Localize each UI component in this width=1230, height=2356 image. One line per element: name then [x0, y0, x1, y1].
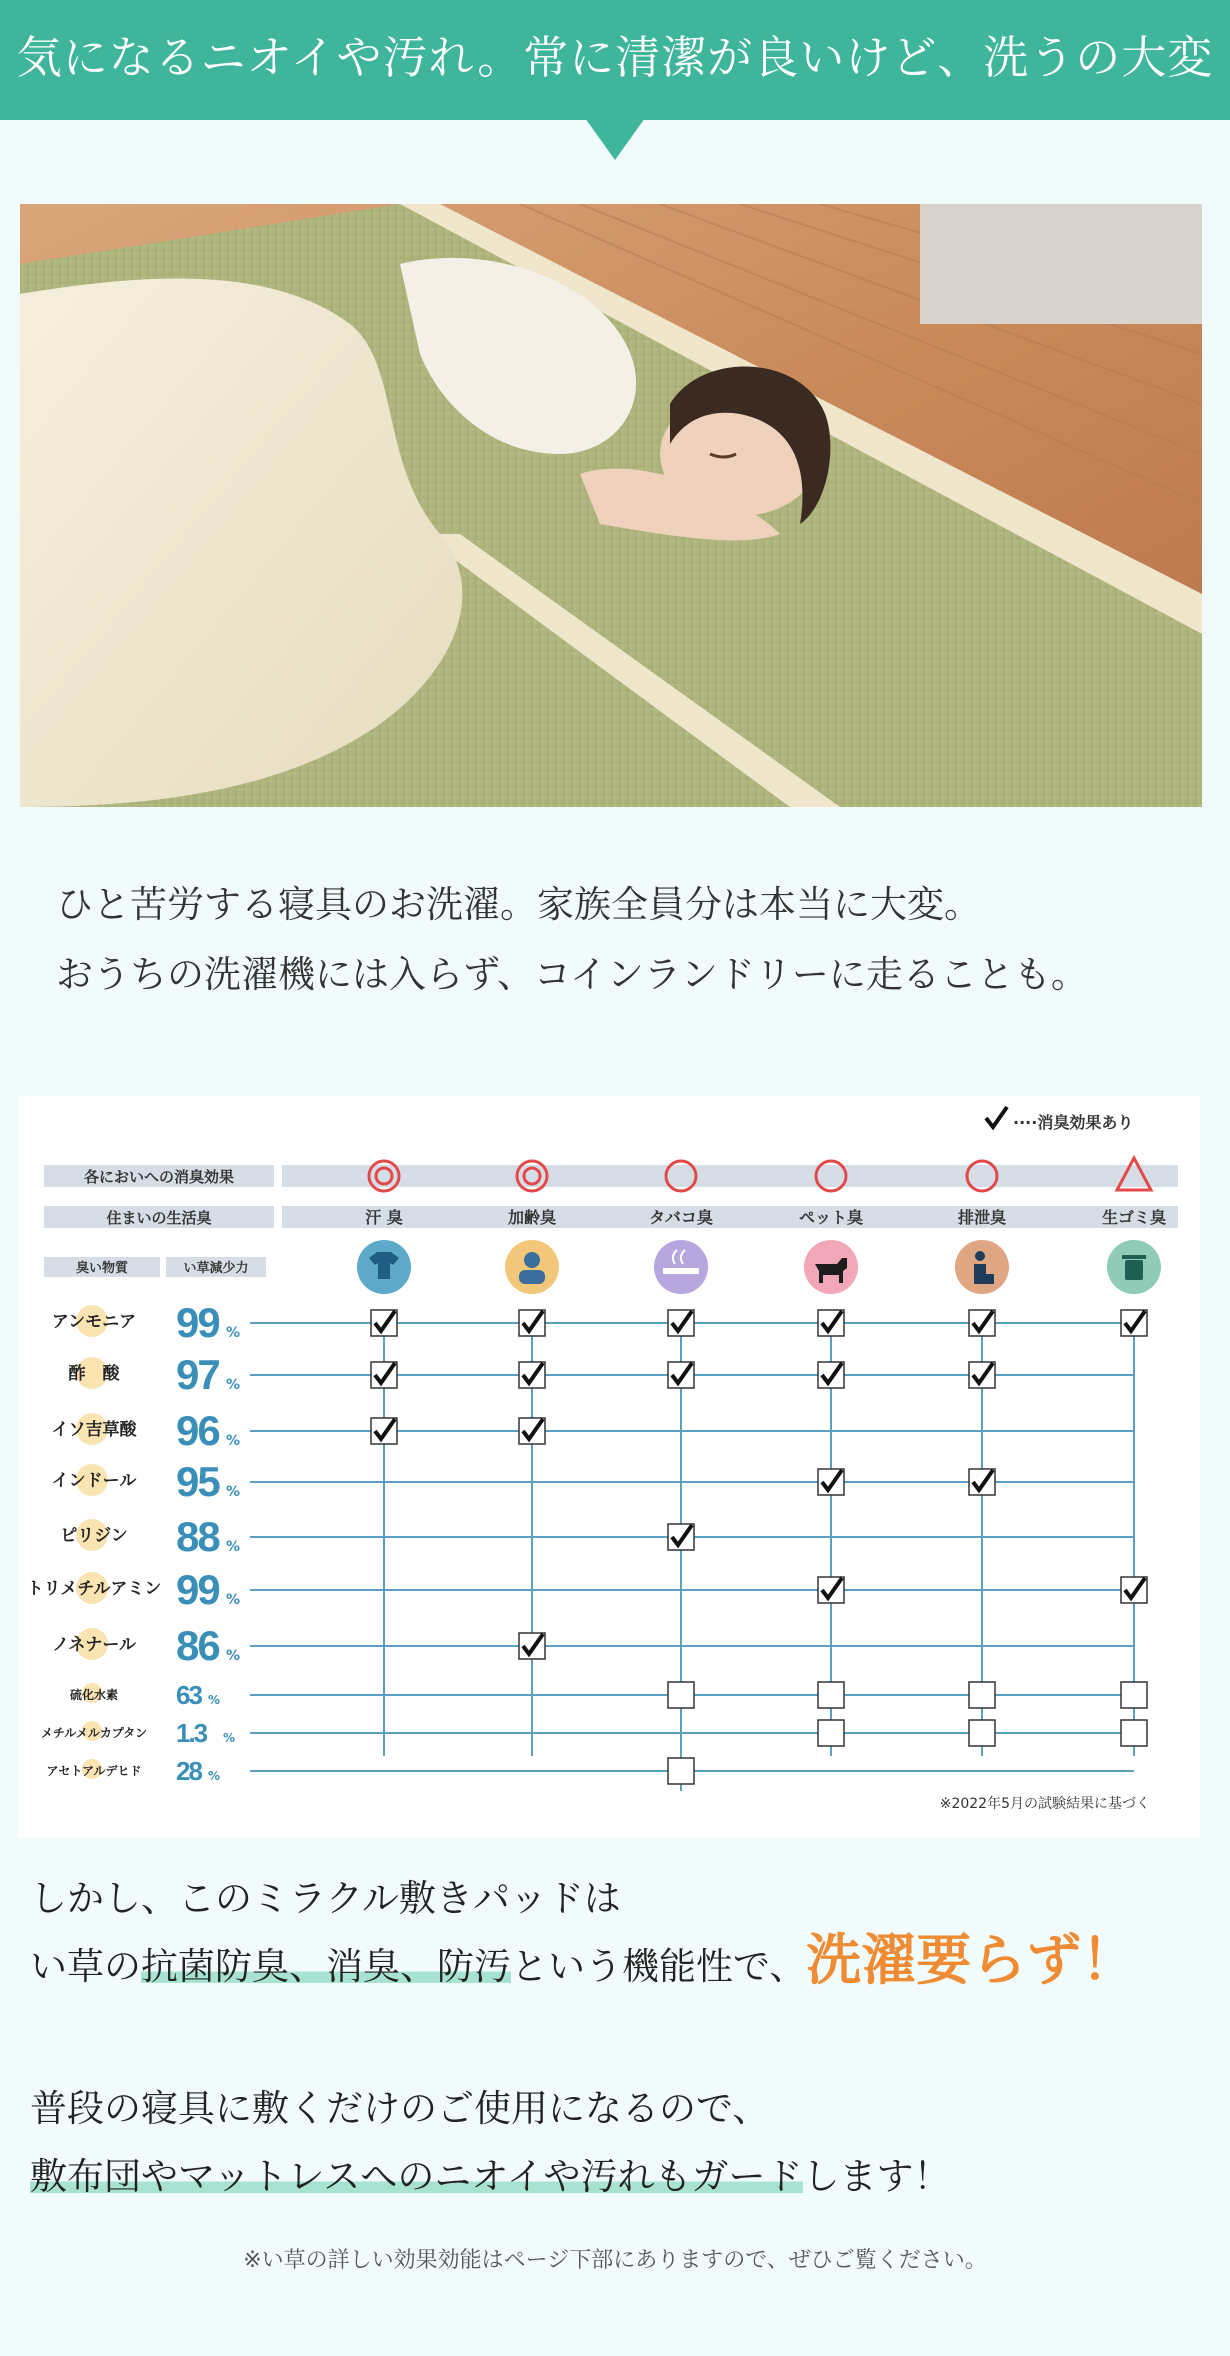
substance-name: トリメチルアミン — [26, 1579, 162, 1599]
reduction-value: 63 — [176, 1680, 201, 1710]
check-box — [818, 1682, 844, 1708]
header-title: 気になるニオイや汚れ。常に清潔が良いけど、洗うの大変 — [16, 31, 1214, 84]
reduction-unit: % — [226, 1325, 241, 1341]
category-name: タバコ臭 — [649, 1208, 713, 1227]
check-box — [969, 1720, 995, 1746]
reduction-value: 99 — [176, 1299, 219, 1346]
reduction-value: 97 — [176, 1351, 219, 1398]
body-line-3: 普段の寝具に敷くだけのご使用になるので、 — [30, 2087, 770, 2130]
check-box — [668, 1682, 694, 1708]
check-box — [668, 1758, 694, 1784]
category-name: ペット臭 — [798, 1208, 864, 1227]
header-banner — [0, 0, 1230, 120]
substance-name: 酢 酸 — [68, 1364, 120, 1384]
intro-line-1: ひと苦労する寝具のお洗濯。家族全員分は本当に大変。 — [56, 883, 981, 926]
category-name: 加齢臭 — [507, 1208, 557, 1227]
body-line-4-post: します！ — [802, 2155, 951, 2198]
reduction-value: 99 — [176, 1566, 219, 1613]
check-box — [818, 1720, 844, 1746]
intro-text — [56, 870, 1206, 1010]
category-name: 汗 臭 — [365, 1208, 403, 1227]
no-wash-emphasis: 洗濯要らず！ — [806, 1928, 1137, 1992]
reduction-value: 86 — [176, 1622, 219, 1669]
chart-footnote: ※2022年5月の試験結果に基づく — [939, 1796, 1150, 1812]
row-label-bottom: 住まいの生活臭 — [106, 1209, 212, 1227]
intro-line-2: おうちの洗濯機には入らず、コインランドリーに走ることも。 — [56, 953, 1088, 996]
substance-name: インドール — [51, 1471, 137, 1491]
body-line-1: しかし、このミラクル敷きパッドは — [30, 1877, 621, 1920]
reduction-value: 96 — [176, 1407, 219, 1454]
substance-name: イソ吉草酸 — [51, 1420, 137, 1440]
substance-name: ピリジン — [60, 1526, 128, 1546]
elder-head-glyph — [524, 1252, 540, 1268]
reduction-unit: % — [208, 1693, 221, 1707]
cigarette-icon — [654, 1240, 708, 1294]
check-box — [1121, 1720, 1147, 1746]
category-name: 生ゴミ臭 — [1101, 1208, 1167, 1227]
legend-text: ····消臭効果あり — [1013, 1113, 1134, 1132]
legend-check-icon — [986, 1107, 1007, 1127]
deodorize-chart — [18, 1096, 1200, 1838]
body-line-2 — [30, 1920, 1136, 2007]
reduction-value: 95 — [176, 1458, 219, 1505]
header-pointer — [585, 118, 645, 160]
trash-glyph — [1125, 1260, 1143, 1280]
reduction-unit: % — [223, 1731, 236, 1745]
substance-name: ノネナール — [52, 1635, 136, 1655]
reduction-unit: % — [208, 1769, 221, 1783]
elder-body-glyph — [519, 1270, 545, 1284]
substance-name: 硫化水素 — [69, 1688, 119, 1702]
substance-header: 臭い物質 — [75, 1261, 129, 1276]
reduction-unit: % — [226, 1433, 241, 1449]
reduction-unit: % — [226, 1484, 241, 1500]
check-box — [969, 1682, 995, 1708]
category-name: 排泄臭 — [957, 1208, 1007, 1227]
reduction-value: 88 — [176, 1513, 219, 1560]
reduction-unit: % — [226, 1377, 241, 1393]
reduction-unit: % — [226, 1539, 241, 1555]
trash-lid-glyph — [1122, 1255, 1146, 1259]
row-label-top: 各においへの消臭効果 — [83, 1168, 235, 1186]
reduction-value: 28 — [176, 1756, 201, 1786]
reduction-value: 1.3 — [176, 1718, 207, 1748]
toilet-person-glyph — [975, 1251, 985, 1261]
body-line-2-highlight: 抗菌防臭、消臭、防汚 — [141, 1945, 511, 1988]
body-line-2-post: という機能性で、 — [511, 1945, 807, 1988]
rating-band — [282, 1165, 1178, 1187]
body-line-4-highlight: 敷布団やマットレスへのニオイや汚れもガード — [30, 2155, 803, 2198]
substance-name: アンモニア — [51, 1312, 137, 1332]
footnote: ※い草の詳しい効果効能はページ下部にありますので、ぜひご覧ください。 — [243, 2248, 987, 2273]
reduction-unit: % — [226, 1592, 241, 1608]
category-band — [282, 1206, 1178, 1228]
substance-name: アセトアルデヒド — [46, 1764, 142, 1778]
body-line-2-pre: い草の — [30, 1945, 141, 1988]
reduction-unit: % — [226, 1648, 241, 1664]
reduction-header: い草減少力 — [183, 1261, 249, 1276]
check-box — [1121, 1682, 1147, 1708]
substance-name: メチルメルカプタン — [40, 1726, 148, 1740]
body-line-4 — [30, 2146, 951, 2200]
cigarette-glyph — [663, 1268, 699, 1274]
hero-photo — [20, 204, 1202, 807]
chart-svg — [18, 1096, 1200, 1838]
